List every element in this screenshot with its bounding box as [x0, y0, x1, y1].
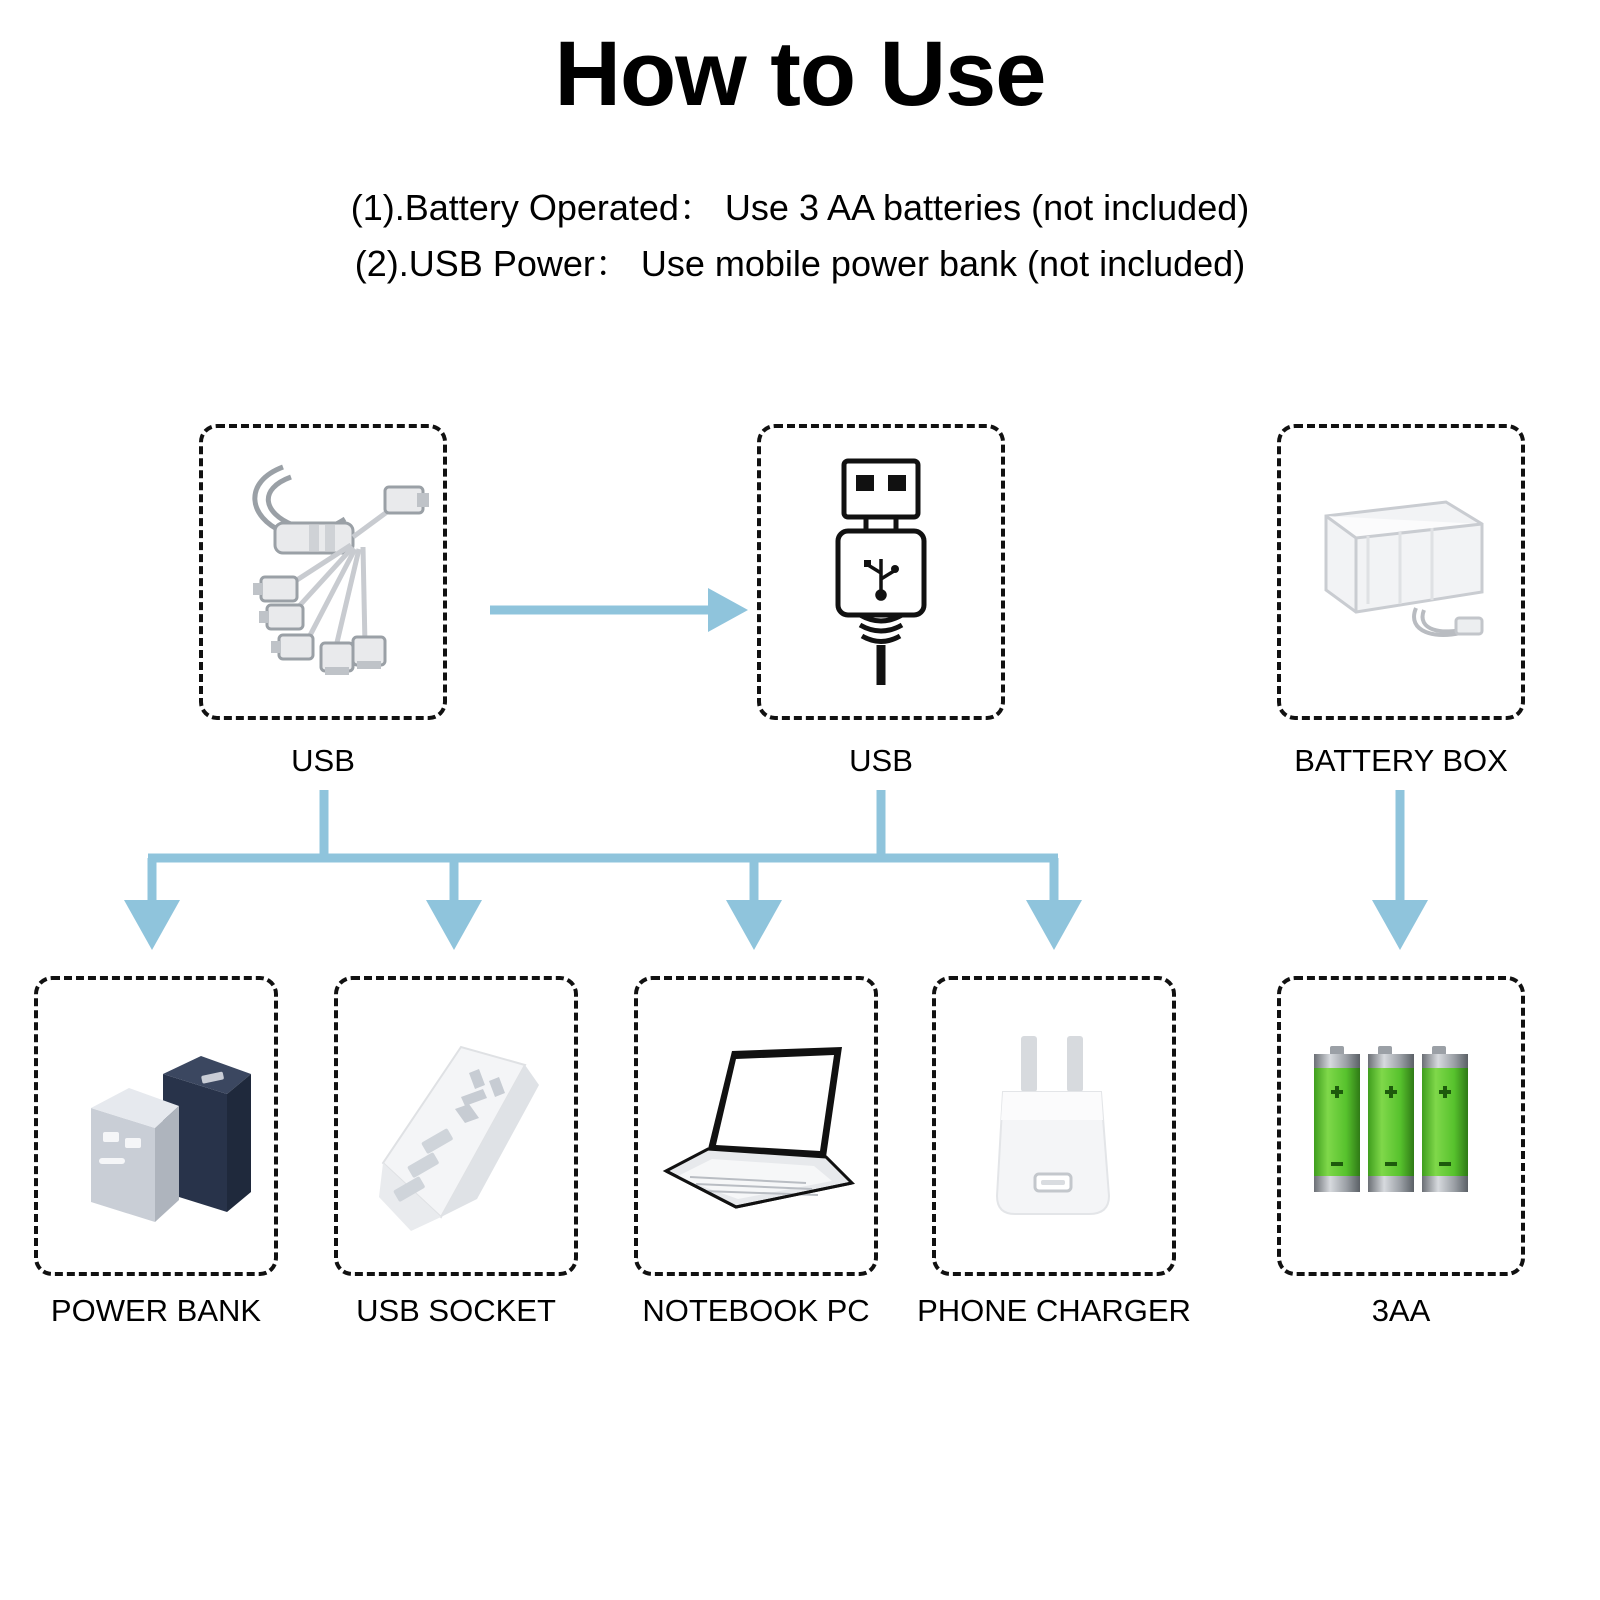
caption-battery-box: BATTERY BOX [1294, 743, 1508, 778]
caption-three-aa: 3AA [1371, 1293, 1431, 1328]
caption-usb-cable: USB [291, 743, 355, 778]
aa-batteries-icon [1281, 980, 1521, 1272]
card-usb-cable[interactable] [199, 424, 447, 720]
card-battery-box[interactable] [1277, 424, 1525, 720]
caption-usb-socket: USB SOCKET [356, 1293, 556, 1328]
usb-connector-icon [761, 428, 1001, 716]
caption-usb-plug: USB [849, 743, 913, 778]
caption-notebook-pc: NOTEBOOK PC [642, 1293, 870, 1328]
laptop-icon [638, 980, 874, 1272]
card-phone-charger[interactable] [932, 976, 1176, 1276]
card-power-bank[interactable] [34, 976, 278, 1276]
usb-multi-cable-icon [203, 428, 443, 716]
instruction-line-2: (2).USB Power： Use mobile power bank (not included) [354, 242, 1246, 284]
page-title: How to Use [554, 23, 1046, 125]
card-usb-socket[interactable] [334, 976, 578, 1276]
power-bank-icon [38, 980, 274, 1272]
battery-box-icon [1281, 428, 1521, 716]
instruction-line-1: (1).Battery Operated： Use 3 AA batteries (not included) [350, 187, 1250, 228]
usb-power-strip-icon [338, 980, 574, 1272]
card-usb-plug[interactable] [757, 424, 1005, 720]
wall-charger-icon [936, 980, 1172, 1272]
card-notebook-pc[interactable] [634, 976, 878, 1276]
caption-phone-charger: PHONE CHARGER [917, 1293, 1191, 1328]
card-three-aa[interactable] [1277, 976, 1525, 1276]
caption-power-bank: POWER BANK [50, 1293, 262, 1328]
